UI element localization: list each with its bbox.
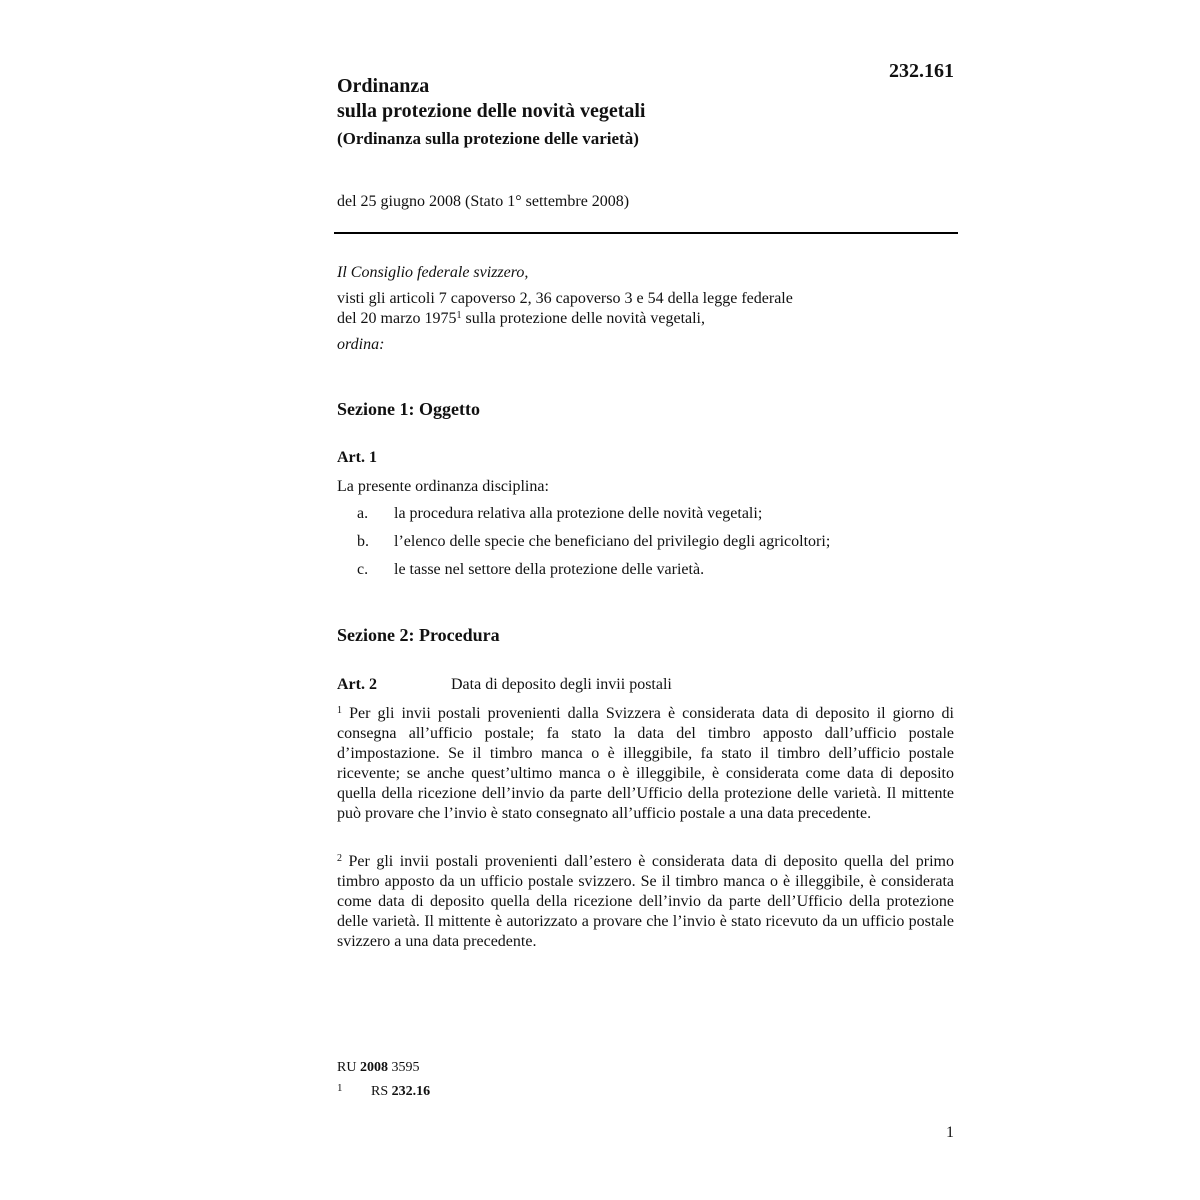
list-item-letter: b.: [357, 533, 369, 550]
divider-rule: [334, 232, 958, 234]
preamble-ordains: ordina:: [337, 336, 385, 353]
list-item-text: la procedura relativa alla protezione delle novità vegetali;: [394, 505, 763, 522]
article-2-title: Data di deposito degli invii postali: [451, 676, 672, 693]
footnote: [337, 1078, 430, 1102]
article-1-number: Art. 1: [337, 449, 377, 466]
preamble: [337, 263, 957, 355]
preamble-basis-line1: visti gli articoli 7 capoverso 2, 36 capoverso 3 e 54 della legge federale: [337, 290, 793, 307]
article-2-paragraph-1: [337, 704, 954, 824]
footnote-reference-target[interactable]: 232.16: [391, 1084, 431, 1099]
list-item-text: le tasse nel settore della protezione delle varietà.: [394, 561, 705, 578]
section-1-heading: Sezione 1: Oggetto: [337, 399, 480, 419]
article-2-number: Art. 2: [337, 676, 377, 693]
footnote-reference[interactable]: 1: [456, 310, 462, 321]
paragraph-text: Per gli invii postali provenienti dalla Svizzera è considerata data di deposito il giorno di consegna all’ufficio postale; fa stato la data del timbro apposto dall’ufficio postale d’impostazione. Se il timbro manca o è illeggibile, fa stato il timbro dell’ufficio postale ricevente; se anche quest’ultimo manca o è illeggibile, è considerata come data di deposito quella della ricezione dell’invio da parte dell’Ufficio della protezione delle varietà. Il mittente può provare che l’invio è stato consegnato all’ufficio postale a una data precedente.: [337, 705, 954, 822]
list-item-text: l’elenco delle specie che beneficiano del privilegio degli agricoltori;: [394, 533, 831, 550]
preamble-authority: Il Consiglio federale svizzero,: [337, 264, 529, 281]
list-item: [337, 533, 957, 561]
article-2-header: [337, 676, 957, 694]
preamble-basis-date: del 20 marzo 1975: [337, 310, 457, 327]
title-block: [337, 74, 857, 151]
footnote-prefix: RS: [371, 1084, 392, 1099]
document-subtitle: sulla protezione delle novità vegetali: [337, 100, 646, 122]
article-1-intro: La presente ordinanza disciplina:: [337, 478, 549, 495]
ru-reference: [337, 1058, 430, 1078]
paragraph-text: Per gli invii postali provenienti dall’estero è considerata data di deposito quella del primo timbro apposto da un ufficio postale svizzero. Se il timbro manca o è illeggibile, è considerata come data di deposito quella della ricezione dell’invio da parte dell’Ufficio della protezione delle varietà. Il mittente è autorizzato a provare che l’invio è stato ricevuto da un ufficio postale svizzero a una data precedente.: [337, 853, 954, 950]
section-2-heading: Sezione 2: Procedura: [337, 625, 500, 645]
list-item: [337, 505, 957, 533]
paragraph-number: 2: [337, 853, 342, 864]
ru-prefix: RU: [337, 1060, 360, 1075]
footnote-number: 1: [337, 1082, 343, 1094]
document-title: Ordinanza: [337, 75, 430, 97]
article-2-paragraph-2: [337, 852, 954, 952]
preamble-basis-rest: sulla protezione delle novità vegetali,: [461, 310, 705, 327]
list-item-letter: c.: [357, 561, 369, 578]
list-item: [337, 561, 957, 589]
list-item-letter: a.: [357, 505, 369, 522]
page-footer: [337, 1058, 430, 1102]
sr-number: 232.161: [889, 60, 954, 82]
preamble-basis-line2: [337, 309, 957, 329]
article-1-list: [337, 505, 957, 589]
short-title: (Ordinanza sulla protezione delle varietà): [337, 129, 639, 148]
date-line: del 25 giugno 2008 (Stato 1° settembre 2008): [337, 193, 630, 210]
page-number: 1: [946, 1124, 954, 1141]
ru-year: 2008: [359, 1060, 388, 1075]
paragraph-number: 1: [337, 705, 342, 716]
ru-page: 3595: [387, 1060, 420, 1075]
